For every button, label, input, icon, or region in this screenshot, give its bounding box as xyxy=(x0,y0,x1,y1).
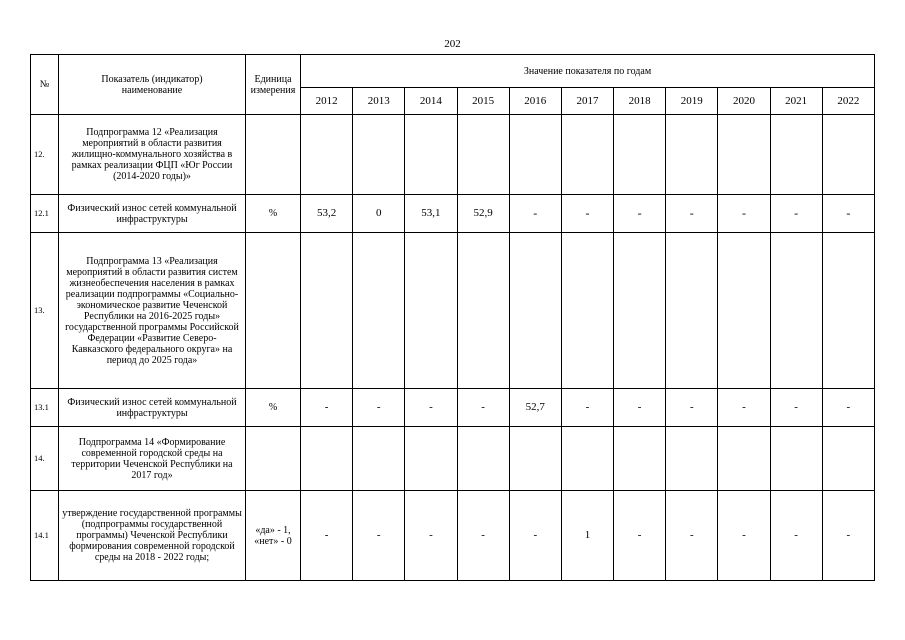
row-num: 14. xyxy=(31,427,59,491)
year-header: 2016 xyxy=(509,88,561,115)
row-value xyxy=(666,427,718,491)
row-value: 0 xyxy=(353,195,405,233)
header-num: № xyxy=(31,55,59,115)
row-value xyxy=(770,427,822,491)
row-value: 1 xyxy=(561,491,613,581)
row-value xyxy=(666,233,718,389)
header-indicator: Показатель (индикатор) наименование xyxy=(59,55,246,115)
table-row xyxy=(31,195,875,233)
row-value xyxy=(822,233,874,389)
row-value xyxy=(457,115,509,195)
row-value xyxy=(405,427,457,491)
year-header: 2021 xyxy=(770,88,822,115)
row-value xyxy=(301,233,353,389)
row-num: 14.1 xyxy=(31,491,59,581)
row-value xyxy=(405,115,457,195)
year-header: 2022 xyxy=(822,88,874,115)
table-row xyxy=(31,389,875,427)
row-name: Подпрограмма 14 «Формирование современной городской среды на территории Чеченской Республики на 2017 год» xyxy=(59,427,246,491)
row-value: - xyxy=(561,389,613,427)
row-num: 13. xyxy=(31,233,59,389)
row-unit xyxy=(246,427,301,491)
row-value: - xyxy=(770,491,822,581)
row-name: Физический износ сетей коммунальной инфраструктуры xyxy=(59,389,246,427)
row-value: 53,2 xyxy=(301,195,353,233)
row-name: Подпрограмма 12 «Реализация мероприятий в области развития жилищно-коммунального хозяйства в рамках реализации ФЦП «Юг России (2014-2020 годы)» xyxy=(59,115,246,195)
row-value xyxy=(509,115,561,195)
row-value: - xyxy=(718,389,770,427)
row-name: Подпрограмма 13 «Реализация мероприятий в области развития систем жизнеобеспечения населения в рамках реализации подпрограммы «Социально-экономическое развитие Чеченской Республики на 2016-2025 годы» государственной программы Российской Федерации «Развитие Северо-Кавказского федерального округа» на период до 2025 года» xyxy=(59,233,246,389)
year-header: 2014 xyxy=(405,88,457,115)
row-value: - xyxy=(822,389,874,427)
indicators-table xyxy=(30,54,875,581)
row-value: - xyxy=(666,195,718,233)
row-unit: «да» - 1, «нет» - 0 xyxy=(246,491,301,581)
row-value: 52,7 xyxy=(509,389,561,427)
row-value: - xyxy=(561,195,613,233)
row-unit: % xyxy=(246,389,301,427)
year-header: 2020 xyxy=(718,88,770,115)
row-value xyxy=(561,427,613,491)
row-value xyxy=(353,233,405,389)
row-value: - xyxy=(405,491,457,581)
row-value: - xyxy=(822,491,874,581)
page-number: 202 xyxy=(444,38,461,50)
row-value xyxy=(822,115,874,195)
row-value xyxy=(353,115,405,195)
row-value: - xyxy=(301,491,353,581)
table-row xyxy=(31,233,875,389)
year-header: 2018 xyxy=(614,88,666,115)
row-value: - xyxy=(509,195,561,233)
row-value: - xyxy=(614,491,666,581)
row-value: 53,1 xyxy=(405,195,457,233)
row-value: - xyxy=(457,389,509,427)
row-value xyxy=(457,233,509,389)
row-num: 12. xyxy=(31,115,59,195)
year-header: 2015 xyxy=(457,88,509,115)
row-value xyxy=(561,233,613,389)
row-num: 13.1 xyxy=(31,389,59,427)
row-value: - xyxy=(770,195,822,233)
header-unit: Единица измерения xyxy=(246,55,301,115)
row-value: - xyxy=(301,389,353,427)
row-value xyxy=(457,427,509,491)
row-unit xyxy=(246,115,301,195)
year-header: 2019 xyxy=(666,88,718,115)
row-value xyxy=(718,233,770,389)
row-value: - xyxy=(353,491,405,581)
row-value xyxy=(614,115,666,195)
row-value: - xyxy=(718,491,770,581)
row-value: - xyxy=(457,491,509,581)
year-header: 2017 xyxy=(561,88,613,115)
row-unit: % xyxy=(246,195,301,233)
row-value xyxy=(301,115,353,195)
row-value xyxy=(353,427,405,491)
row-unit xyxy=(246,233,301,389)
row-value xyxy=(614,427,666,491)
row-name: утверждение государственной программы (подпрограммы государственной программы) Чеченской Республики формирования современной городской среды на 2018 - 2022 годы; xyxy=(59,491,246,581)
row-value: - xyxy=(718,195,770,233)
year-header: 2013 xyxy=(353,88,405,115)
table-row xyxy=(31,427,875,491)
table-row xyxy=(31,491,875,581)
row-value: - xyxy=(666,491,718,581)
row-value: - xyxy=(770,389,822,427)
row-value xyxy=(405,233,457,389)
year-header: 2012 xyxy=(301,88,353,115)
row-value: - xyxy=(353,389,405,427)
row-value xyxy=(509,427,561,491)
row-value: - xyxy=(614,195,666,233)
row-value xyxy=(718,427,770,491)
row-value xyxy=(770,233,822,389)
row-num: 12.1 xyxy=(31,195,59,233)
row-value: - xyxy=(405,389,457,427)
row-value: - xyxy=(509,491,561,581)
row-value xyxy=(666,115,718,195)
row-value: - xyxy=(822,195,874,233)
row-value xyxy=(614,233,666,389)
row-value xyxy=(718,115,770,195)
row-value xyxy=(301,427,353,491)
header-values-by-year: Значение показателя по годам xyxy=(301,55,875,88)
row-value xyxy=(822,427,874,491)
row-value xyxy=(770,115,822,195)
row-value: 52,9 xyxy=(457,195,509,233)
row-name: Физический износ сетей коммунальной инфраструктуры xyxy=(59,195,246,233)
row-value: - xyxy=(614,389,666,427)
row-value xyxy=(561,115,613,195)
row-value xyxy=(509,233,561,389)
table-row xyxy=(31,115,875,195)
row-value: - xyxy=(666,389,718,427)
